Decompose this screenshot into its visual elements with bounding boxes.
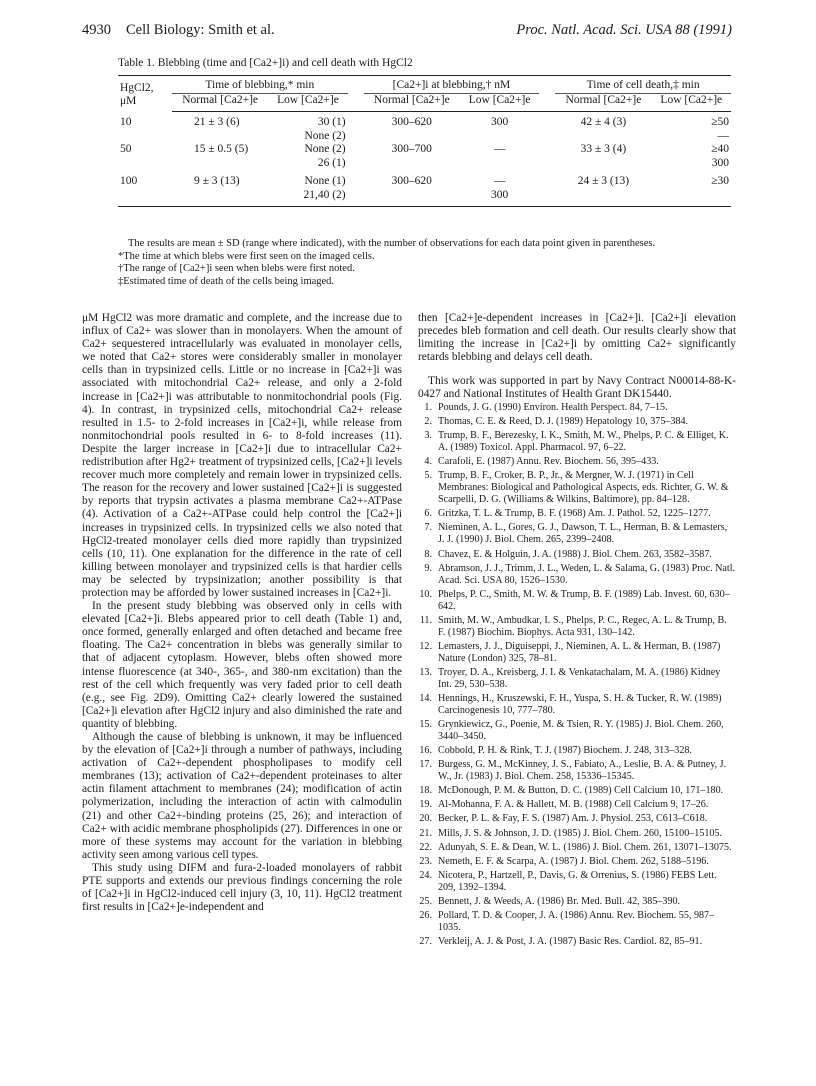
reference-item — [418, 856, 736, 868]
cell-blebbing-low: None (1) — [304, 175, 346, 187]
reference-list — [418, 402, 736, 950]
reference-item — [418, 641, 736, 665]
reference-text: Nemeth, E. F. & Scarpa, A. (1987) J. Biol. Chem. 262, 5188–5196. — [438, 855, 709, 867]
reference-number: 9. — [424, 562, 432, 574]
acknowledgment: This work was supported in part by Navy Contract N00014-88-K-0427 and National Institutes of Health Grant DK15440. — [418, 375, 736, 401]
cell-ca-normal: 300–620 — [391, 175, 432, 187]
cell-conc — [118, 157, 172, 171]
reference-number: 26. — [419, 909, 432, 921]
reference-text: Troyer, D. A., Kreisberg, J. I. & Venkatachalam, M. A. (1986) Kidney Int. 29, 530–538. — [438, 666, 721, 690]
section-title: Cell Biology: Smith et al. — [126, 22, 275, 38]
cell-blebbing-normal: 21 ± 3 (6) — [194, 116, 240, 128]
reference-number: 18. — [419, 785, 432, 797]
cell-death-low: ≥40 — [711, 143, 729, 155]
reference-text: Adunyah, S. E. & Dean, W. L. (1986) J. Biol. Chem. 261, 13071–13075. — [438, 841, 732, 853]
cell-blebbing-low: 30 (1) — [317, 116, 346, 128]
reference-item — [418, 522, 736, 546]
reference-number: 24. — [419, 869, 432, 881]
reference-text: Verkleij, A. J. & Post, J. A. (1987) Basic Res. Cardiol. 82, 85–91. — [438, 935, 703, 947]
table-footnotes — [118, 238, 733, 288]
cell-death-normal: 33 ± 3 (4) — [580, 143, 627, 155]
reference-item — [418, 745, 736, 757]
reference-number: 27. — [419, 935, 432, 947]
reference-item — [418, 693, 736, 717]
cell-death-low — [652, 189, 731, 207]
cell-conc: 10 — [120, 115, 132, 128]
reference-item — [418, 719, 736, 743]
reference-number: 2. — [424, 416, 432, 428]
body-column-left — [82, 312, 402, 914]
col-header-low: Low [Ca2+]e — [652, 93, 731, 112]
reference-text: Nieminen, A. L., Gores, G. J., Dawson, T. L., Herman, B. & Lemasters, J. J. (1990) J. Biol. Chem. 265, 2399–2408. — [438, 522, 728, 546]
reference-item — [418, 759, 736, 783]
page-number: 4930 — [82, 22, 111, 38]
running-header — [82, 22, 732, 42]
reference-number: 14. — [419, 693, 432, 705]
cell-blebbing-normal: 9 ± 3 (13) — [194, 175, 240, 187]
reference-item — [418, 416, 736, 428]
body-paragraph: then [Ca2+]e-dependent increases in [Ca2+]i. [Ca2+]i elevation precedes bleb formation and cell death. Our results clearly show that limiting the increase in [Ca2+]i by omitting Ca2+ significantly retards blebbing and delays cell death. — [418, 312, 736, 364]
reference-number: 16. — [419, 745, 432, 757]
reference-item — [418, 508, 736, 520]
cell-conc — [118, 189, 172, 207]
table-note: The results are mean ± SD (range where indicated), with the number of observations for each data point given in parentheses. — [128, 238, 656, 249]
cell-blebbing-normal — [172, 157, 268, 171]
col-header-normal: Normal [Ca2+]e — [172, 93, 268, 112]
reference-text: Hennings, H., Kruszewski, F. H., Yuspa, S. H. & Tucker, R. W. (1989) Carcinogenesis 10, 777–780. — [438, 693, 722, 717]
reference-text: Grynkiewicz, G., Poenie, M. & Tsien, R. Y. (1985) J. Biol. Chem. 260, 3440–3450. — [438, 719, 724, 743]
reference-number: 22. — [419, 841, 432, 853]
reference-item — [418, 470, 736, 506]
reference-number: 23. — [419, 855, 432, 867]
reference-item — [418, 589, 736, 613]
cell-ca-low: 300 — [490, 116, 509, 128]
reference-number: 5. — [424, 470, 432, 482]
reference-text: Bennett, J. & Weeds, A. (1986) Br. Med. Bull. 42, 385–390. — [438, 895, 681, 907]
reference-item — [418, 430, 736, 454]
body-paragraph: Although the cause of blebbing is unknown, it may be influenced by the elevation of [Ca2+]i through a number of pathways, including activation of Ca2+-dependent phospholipases to modify cell membranes (13); activation of Ca2+-dependent proteinases to alter actin filament attachment to membranes (24); modification of actin polymerization, including the interaction of actin with calmodulin (21) and other Ca2+-binding proteins (25, 26); and interaction of Ca2+ with acidic membrane phospholipids (27). Differences in one or more of these systems may account for the variation in blebbing activity seen among various cell types. — [82, 731, 402, 861]
results-table — [118, 75, 731, 207]
body-paragraph: In the present study blebbing was observed only in cells with elevated [Ca2+]i. Blebs appeared prior to cell death (Table 1) and, once formed, generally enlarged and often detached and became free floating. The Ca2+ concentration in blebs was generally similar to that of adjacent cytoplasm. However, blebs often showed more intense fluorescence (at 340-, 365-, and 380-nm excitation) than the rest of the cell which frequently was very faded prior to cell death (e.g., see Fig. 2D9). Omitting Ca2+ clearly lowered the sustained [Ca2+]i elevation after HgCl2 injury and also diminished the rate and quantity of blebbing. — [82, 600, 402, 730]
cell-ca-normal — [364, 189, 460, 207]
reference-number: 13. — [419, 666, 432, 678]
cell-death-low: 300 — [711, 156, 729, 169]
reference-text: Cobbold, P. H. & Rink, T. J. (1987) Biochem. J. 248, 313–328. — [438, 745, 692, 757]
reference-item — [418, 896, 736, 908]
body-paragraph: This study using DIFM and fura-2-loaded monolayers of rabbit PTE supports and extends our previous findings concerning the role of [Ca2+]i in HgCl2-induced cell injury (3, 10, 11). HgCl2 treatment first results in [Ca2+]e-independent and — [82, 861, 402, 914]
col-header-low: Low [Ca2+]e — [268, 93, 347, 112]
cell-blebbing-normal — [172, 130, 268, 144]
reference-number: 21. — [419, 827, 432, 839]
group-header-death: Time of cell death,‡ min — [555, 76, 731, 94]
reference-text: Smith, M. W., Ambudkar, I. S., Phelps, P. C., Regec, A. L. & Trump, B. F. (1987) Biochim. Biophys. Acta 931, 130–142. — [438, 614, 727, 638]
reference-number: 10. — [419, 588, 432, 600]
table-footnote: †The range of [Ca2+]i seen when blebs were first noted. — [118, 263, 355, 275]
col-header-low: Low [Ca2+]e — [460, 93, 539, 112]
reference-text: Chavez, E. & Holguin, J. A. (1988) J. Biol. Chem. 263, 3582–3587. — [438, 548, 712, 560]
journal-citation: Proc. Natl. Acad. Sci. USA 88 (1991) — [516, 22, 732, 38]
reference-number: 15. — [419, 719, 432, 731]
reference-text: Pollard, T. D. & Cooper, J. A. (1986) Annu. Rev. Biochem. 55, 987–1035. — [438, 909, 715, 933]
cell-ca-low: 300 — [460, 189, 539, 207]
cell-death-low: — — [717, 129, 729, 142]
reference-item — [418, 870, 736, 894]
group-header-blebbing: Time of blebbing,* min — [172, 76, 348, 94]
cell-death-low: ≥30 — [711, 175, 729, 187]
cell-death-normal — [555, 130, 651, 144]
group-header-ca: [Ca2+]i at blebbing,† nM — [364, 76, 540, 94]
cell-ca-normal: 300–700 — [391, 143, 432, 155]
table-row — [118, 130, 731, 144]
cell-ca-low: — — [493, 143, 506, 155]
reference-number: 19. — [419, 799, 432, 811]
reference-item — [418, 936, 736, 948]
reference-text: Phelps, P. C., Smith, M. W. & Trump, B. F. (1989) Lab. Invest. 60, 630–642. — [438, 588, 730, 612]
reference-number: 1. — [424, 402, 432, 413]
cell-death-normal: 24 ± 3 (13) — [577, 175, 630, 187]
reference-item — [418, 785, 736, 797]
cell-blebbing-normal — [172, 189, 268, 207]
cell-ca-low — [460, 130, 539, 144]
cell-death-low: ≥50 — [711, 116, 729, 128]
reference-number: 20. — [419, 813, 432, 825]
col-header-hgcl2: HgCl2, μM — [118, 76, 172, 112]
table-row — [118, 157, 731, 171]
reference-text: Becker, P. L. & Fay, F. S. (1987) Am. J. Physiol. 253, C613–C618. — [438, 813, 708, 825]
reference-text: Burgess, G. M., McKinney, J. S., Fabiato, A., Leslie, B. A. & Putney, J. W., Jr. (1983) J. Biol. Chem. 258, 15336–15345. — [438, 759, 727, 783]
reference-text: Trump, B. F., Berezesky, I. K., Smith, M. W., Phelps, P. C. & Elliget, K. A. (1989) Toxicol. Appl. Pharmacol. 97, 6–22. — [438, 430, 729, 454]
reference-number: 7. — [424, 522, 432, 534]
cell-ca-normal — [364, 130, 460, 144]
col-header-normal: Normal [Ca2+]e — [364, 93, 460, 112]
reference-number: 4. — [424, 456, 432, 468]
reference-item — [418, 910, 736, 934]
cell-ca-low: — — [493, 175, 506, 187]
reference-text: Mills, J. S. & Johnson, J. D. (1985) J. Biol. Chem. 260, 15100–15105. — [438, 827, 723, 839]
reference-item — [418, 828, 736, 840]
reference-item — [418, 813, 736, 825]
reference-number: 25. — [419, 895, 432, 907]
cell-ca-low — [460, 157, 539, 171]
reference-number: 17. — [419, 759, 432, 771]
reference-text: Gritzka, T. L. & Trump, B. F. (1968) Am. J. Pathol. 52, 1225–1277. — [438, 508, 711, 520]
reference-item — [418, 549, 736, 561]
cell-conc: 50 — [120, 143, 132, 155]
reference-text: Thomas, C. E. & Reed, D. J. (1989) Hepatology 10, 375–384. — [438, 416, 689, 428]
table-row — [118, 143, 731, 157]
cell-ca-normal: 300–620 — [391, 116, 432, 128]
reference-number: 3. — [424, 430, 432, 442]
reference-text: McDonough, P. M. & Button, D. C. (1989) Cell Calcium 10, 171–180. — [438, 785, 724, 797]
reference-number: 8. — [424, 548, 432, 560]
cell-conc — [118, 130, 172, 144]
reference-item — [418, 615, 736, 639]
reference-number: 11. — [419, 614, 432, 626]
cell-blebbing-low: 21,40 (2) — [268, 189, 347, 207]
body-column-right — [418, 312, 736, 402]
reference-text: Carafoli, E. (1987) Annu. Rev. Biochem. 56, 395–433. — [438, 456, 659, 468]
table-row — [118, 189, 731, 207]
col-header-normal: Normal [Ca2+]e — [555, 93, 651, 112]
reference-number: 6. — [424, 508, 432, 520]
table-row — [118, 112, 731, 130]
reference-item — [418, 563, 736, 587]
table-footnote: *The time at which blebs were first seen on the imaged cells. — [118, 250, 375, 262]
reference-number: 12. — [419, 640, 432, 652]
reference-item — [418, 402, 736, 414]
cell-blebbing-low: None (2) — [304, 129, 346, 142]
cell-death-normal: 42 ± 4 (3) — [580, 116, 627, 128]
reference-text: Lemasters, J. J., Diguiseppi, J., Nieminen, A. L. & Herman, B. (1987) Nature (London) 325, 78–81. — [438, 640, 721, 664]
cell-blebbing-normal: 15 ± 0.5 (5) — [194, 143, 249, 155]
reference-text: Pounds, J. G. (1990) Environ. Health Perspect. 84, 7–15. — [438, 402, 668, 413]
cell-death-normal — [555, 189, 651, 207]
table-caption: Table 1. Blebbing (time and [Ca2+]i) and cell death with HgCl2 — [118, 57, 413, 69]
reference-text: Nicotera, P., Hartzell, P., Davis, G. & Orrenius, S. (1986) FEBS Lett. 209, 1392–1394. — [438, 869, 717, 893]
cell-conc: 100 — [120, 175, 138, 187]
table-row — [118, 170, 731, 189]
cell-ca-normal — [364, 157, 460, 171]
reference-item — [418, 456, 736, 468]
reference-text: Abramson, J. J., Trimm, J. L., Weden, L. & Salama, G. (1983) Proc. Natl. Acad. Sci. USA 80, 1526–1530. — [438, 562, 736, 586]
reference-item — [418, 799, 736, 811]
reference-item — [418, 667, 736, 691]
reference-item — [418, 842, 736, 854]
reference-text: Al-Mohanna, F. A. & Hallett, M. B. (1988) Cell Calcium 9, 17–26. — [438, 799, 709, 811]
cell-blebbing-low: None (2) — [304, 143, 346, 155]
cell-death-normal — [555, 157, 651, 171]
cell-blebbing-low: 26 (1) — [317, 156, 346, 169]
reference-text: Trump, B. F., Croker, B. P., Jr., & Mergner, W. J. (1971) in Cell Membranes: Biological and Pathological Aspects, eds. Richter, G. W. & Scarpelli, D. G. (Williams & Wilkins, Baltimore), pp. 84–128. — [438, 470, 729, 506]
body-paragraph: μM HgCl2 was more dramatic and complete, and the increase due to influx of Ca2+ was slower than in monolayers. When the amount of Ca2+ sequestered intracellularly was evaluated in monolayer cells, we noted that Ca2+ stores were considerably smaller in monolayer cells than in trypsinized cells. Little or no increase in [Ca2+]i was associated with mitochondrial Ca2+ release, and only a 2-fold increase in [Ca2+]i was attributable to nonmitochondrial pools (Fig. 4). In contrast, in trypsinized cells, mitochondrial Ca2+ release resulted in 1.5- to 2-fold increases in [Ca2+]i, while release from nonmitochondrial pools resulted in 6- to 8-fold increases (11). Despite the larger increase in [Ca2+]i due to intracellular Ca2+ redistribution after Hg2+ treatment of trypsinized cells, [Ca2+]i levels recover much more completely and remain lower in trypsinized cells. The reason for the recovery and lower sustained [Ca2+]i is suggested by reports that trypsin activates a plasma membrane Ca2+-ATPase (4). Activation of a Ca2+-ATPase could help control the [Ca2+]i increases in trypsinized cells. In trypsinized cells we also noted that HgCl2-treated monolayer cells died more rapidly than trypsinized cells (10, 11). One explanation for the difference in the rate of cell killing between monolayer and trypsinized cells is that hardier cells may be selected by trypsinization; another possibility is that protection may be afforded by lower sustained increases in [Ca2+]i. — [82, 312, 402, 599]
table-footnote: ‡Estimated time of death of the cells being imaged. — [118, 275, 335, 287]
